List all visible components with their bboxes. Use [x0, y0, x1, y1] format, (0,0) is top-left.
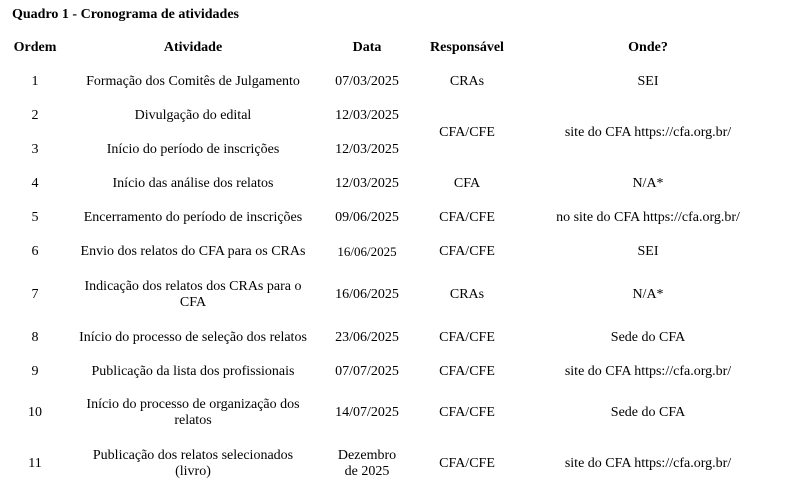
cell-ordem: 5	[31, 210, 39, 225]
cell-responsavel: CFA	[453, 176, 481, 191]
cell-atividade-line: relatos	[174, 413, 212, 428]
cell-atividade	[70, 389, 316, 437]
cell-data-line: de 2025	[344, 464, 390, 479]
cell-onde: SEI	[637, 74, 659, 89]
table-title: Quadro 1 - Cronograma de atividades	[12, 7, 239, 22]
cell-atividade: Envio dos relatos do CFA para os CRAs	[80, 244, 306, 259]
cell-data: 16/06/2025	[337, 244, 397, 259]
cell-onde: SEI	[637, 244, 659, 259]
table-row	[0, 321, 780, 355]
cell-onde: no site do CFA https://cfa.org.br/	[556, 210, 740, 225]
table-row	[0, 355, 780, 389]
cell-ordem: 11	[28, 456, 42, 471]
table-row	[0, 65, 780, 99]
cell-responsavel: CFA/CFE	[439, 456, 495, 471]
cell-responsavel: CFA/CFE	[439, 330, 495, 345]
cell-atividade: Publicação da lista dos profissionais	[91, 364, 295, 379]
cell-ordem: 10	[28, 405, 42, 420]
table-row	[0, 235, 780, 269]
cell-atividade: Divulgação do edital	[134, 108, 252, 123]
cell-atividade-line: Início do processo de organização dos	[86, 397, 300, 412]
cell-ordem: 3	[31, 142, 39, 157]
cell-data: 16/06/2025	[335, 287, 399, 302]
cell-atividade	[70, 437, 316, 491]
col-header-atividade: Atividade	[163, 40, 223, 55]
cell-data: 09/06/2025	[335, 210, 399, 225]
cell-ordem: 8	[31, 330, 39, 345]
table-row	[0, 437, 780, 491]
cell-onde: site do CFA https://cfa.org.br/	[564, 125, 732, 140]
cell-responsavel: CFA/CFE	[439, 210, 495, 225]
cell-atividade-line: Publicação dos relatos selecionados	[92, 448, 294, 463]
cell-onde: site do CFA https://cfa.org.br/	[564, 456, 732, 471]
cell-ordem: 6	[31, 244, 39, 259]
cell-responsavel: CRAs	[449, 287, 485, 302]
table-row	[0, 201, 780, 235]
col-header-data: Data	[352, 40, 382, 55]
cell-onde: Sede do CFA	[610, 405, 686, 420]
table-row	[0, 99, 780, 133]
cell-atividade: Início do processo de seleção dos relatos	[79, 330, 307, 345]
cell-data: 12/03/2025	[335, 142, 399, 157]
cell-responsavel: CFA/CFE	[439, 125, 495, 140]
cell-ordem: 7	[31, 287, 39, 302]
cell-data: 23/06/2025	[335, 330, 399, 345]
cell-data-line: Dezembro	[337, 448, 397, 463]
cell-onde: N/A*	[632, 287, 664, 302]
table-row	[0, 167, 780, 201]
cell-data: 12/03/2025	[335, 108, 399, 123]
cell-atividade-line: (livro)	[175, 464, 211, 479]
cell-responsavel: CFA/CFE	[439, 405, 495, 420]
cell-data: 07/03/2025	[335, 74, 399, 89]
cell-atividade-line: Indicação dos relatos dos CRAs para o	[84, 279, 302, 294]
cell-atividade: Encerramento do período de inscrições	[83, 210, 303, 225]
cell-atividade-line: CFA	[179, 295, 207, 310]
cell-atividade: Formação dos Comitês de Julgamento	[86, 74, 300, 89]
cell-ordem: 9	[31, 364, 39, 379]
col-header-onde: Onde?	[628, 40, 668, 55]
table-row	[0, 269, 780, 321]
col-header-responsavel: Responsável	[430, 40, 504, 55]
cell-responsavel: CFA/CFE	[439, 244, 495, 259]
cell-atividade: Início das análise dos relatos	[112, 176, 274, 191]
cell-responsavel: CFA/CFE	[439, 364, 495, 379]
col-header-ordem: Ordem	[13, 40, 57, 55]
cell-ordem: 2	[31, 108, 39, 123]
cell-ordem: 1	[31, 74, 39, 89]
schedule-table	[0, 31, 780, 491]
cell-onde: N/A*	[632, 176, 664, 191]
cell-responsavel: CRAs	[449, 74, 485, 89]
cell-onde: site do CFA https://cfa.org.br/	[564, 364, 732, 379]
cell-onde: Sede do CFA	[610, 330, 686, 345]
cell-data: 14/07/2025	[335, 405, 399, 420]
cell-data: 12/03/2025	[335, 176, 399, 191]
cell-ordem: 4	[31, 176, 39, 191]
table-row	[0, 389, 780, 437]
cell-data: 07/07/2025	[335, 364, 399, 379]
table-header-row	[0, 31, 780, 65]
cell-atividade: Início do período de inscrições	[106, 142, 280, 157]
cell-atividade	[70, 269, 316, 321]
cell-data	[316, 437, 418, 491]
